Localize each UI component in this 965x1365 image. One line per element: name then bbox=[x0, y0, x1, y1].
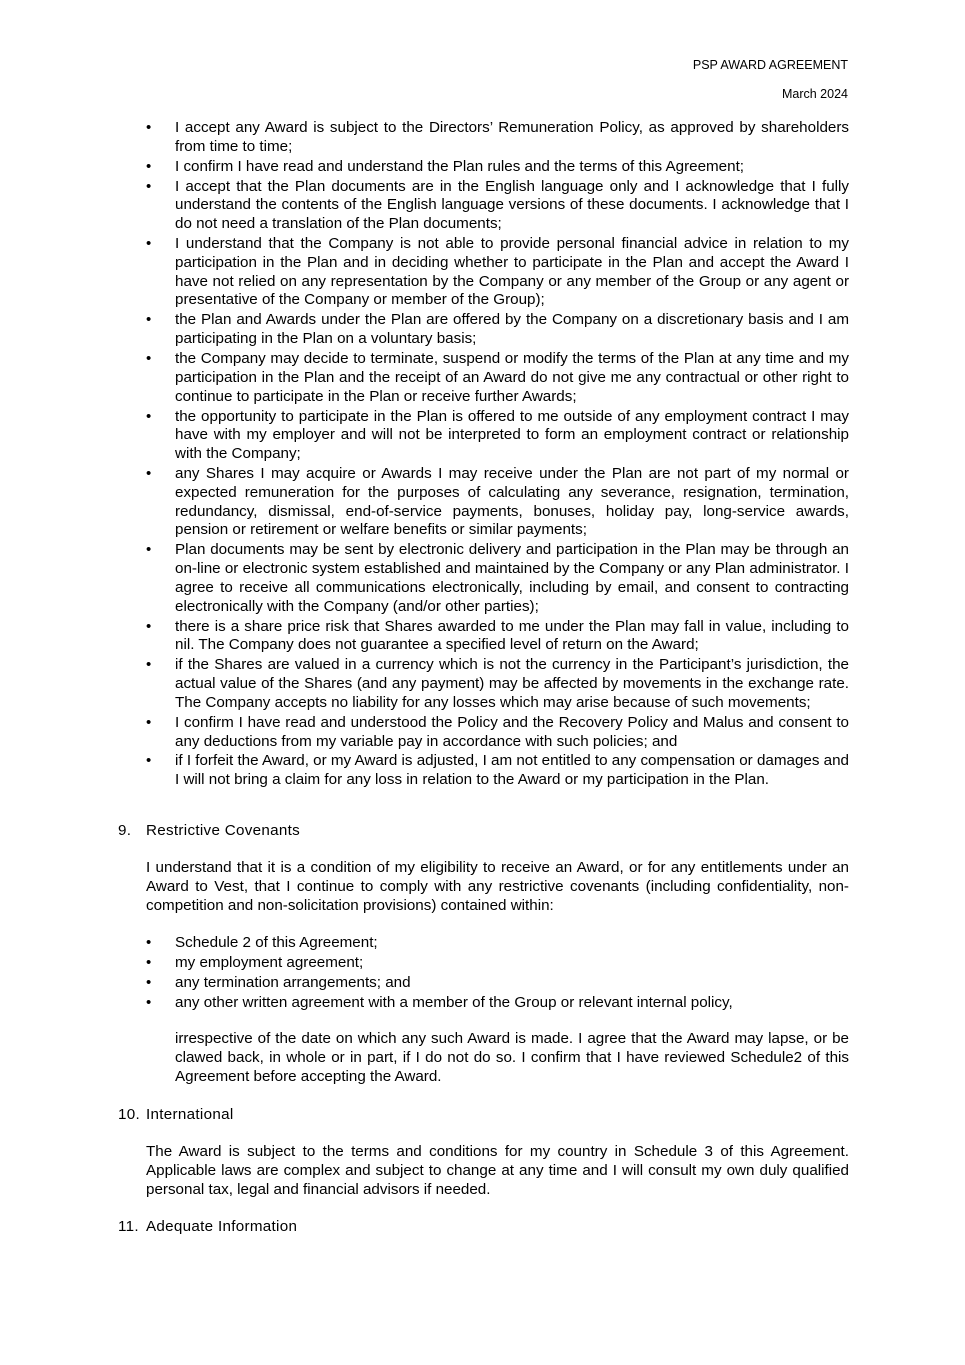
covenants-bullet-list bbox=[146, 934, 849, 1014]
list-item: • Plan documents may be sent by electronic delivery and participation in the Plan may be through an on-line or electronic system established and maintained by the Company or any Plan administrator. I agree to receive all communications electronically, including by email, and consent to contracting electronically with the Company (and/or other parties); bbox=[146, 541, 849, 616]
section-10-body: The Award is subject to the terms and conditions for my country in Schedule 3 of this Agreement. Applicable laws are complex and subject to change at any time and I will consult my own duly qualified personal tax, legal and financial advisors if needed. bbox=[146, 1143, 849, 1198]
terms-bullet-list bbox=[146, 119, 849, 791]
list-item: • any other written agreement with a member of the Group or relevant internal policy, bbox=[146, 994, 849, 1013]
header-title: PSP AWARD AGREEMENT bbox=[692, 58, 848, 72]
section-number: 10. bbox=[118, 1106, 141, 1123]
section-title: International bbox=[146, 1106, 234, 1123]
list-item: • if the Shares are valued in a currency which is not the currency in the Participant’s jurisdiction, the actual value of the Shares (and any payment) may be affected by movements in the exchange rate. The Company accepts no liability for any losses which may arise because of such movements; bbox=[146, 656, 849, 712]
list-item: • the Plan and Awards under the Plan are offered by the Company on a discretionary basis and I am participating in the Plan on a voluntary basis; bbox=[146, 311, 849, 349]
list-item: • Schedule 2 of this Agreement; bbox=[146, 934, 849, 953]
header-date: March 2024 bbox=[781, 87, 848, 101]
section-heading-11 bbox=[118, 1218, 297, 1237]
list-item: • any Shares I may acquire or Awards I may receive under the Plan are not part of my normal or expected remuneration for the purposes of calculating any severance, resignation, termination, redundancy, dismissal, end-of-service payments, bonuses, holiday pay, long-service awards, pension or retirement or welfare benefits or similar payments; bbox=[146, 465, 849, 540]
list-item: • I confirm I have read and understood the Policy and the Recovery Policy and Malus and consent to any deductions from my variable pay in accordance with such policies; and bbox=[146, 714, 849, 752]
section-title: Adequate Information bbox=[146, 1218, 298, 1235]
list-item: • I confirm I have read and understand the Plan rules and the terms of this Agreement; bbox=[146, 158, 849, 177]
list-item: • any termination arrangements; and bbox=[146, 974, 849, 993]
list-item: • there is a share price risk that Shares awarded to me under the Plan may fall in value, including to nil. The Company does not guarantee a specified level of return on the Award; bbox=[146, 618, 849, 656]
list-item: • if I forfeit the Award, or my Award is adjusted, I am not entitled to any compensation or damages and I will not bring a claim for any loss in relation to the Award or my participation in the Plan. bbox=[146, 752, 849, 790]
list-item: • my employment agreement; bbox=[146, 954, 849, 973]
section-title: Restrictive Covenants bbox=[146, 822, 301, 839]
list-item: • the Company may decide to terminate, suspend or modify the terms of the Plan at any time and my participation in the Plan and the receipt of an Award do not give me any contractual or other right to continue to participate in the Plan or receive further Awards; bbox=[146, 350, 849, 406]
section-number: 11. bbox=[118, 1218, 139, 1235]
list-item: • I accept any Award is subject to the Directors’ Remuneration Policy, as approved by shareholders from time to time; bbox=[146, 119, 849, 157]
section-number: 9. bbox=[118, 822, 132, 839]
section-heading-10 bbox=[118, 1106, 234, 1125]
list-item: • the opportunity to participate in the Plan is offered to me outside of any employment contract I may have with my employer and will not be interpreted to form an employment contract or relationship with the Company; bbox=[146, 408, 849, 464]
section-heading-9 bbox=[118, 822, 300, 841]
list-item: • I understand that the Company is not able to provide personal financial advice in relation to my participation in the Plan and in deciding whether to participate in the Plan and accept the Award I have not relied on any representation by the Company or any member of the Group or any agent or presentative of the Company or member of the Group); bbox=[146, 235, 849, 310]
list-item: • I accept that the Plan documents are in the English language only and I acknowledge that I fully understand the contents of the English language versions of these documents. I acknowledge that I do not need a translation of the Plan documents; bbox=[146, 178, 849, 234]
section-9-closing: irrespective of the date on which any such Award is made. I agree that the Award may lapse, or be clawed back, in whole or in part, if I do not do so. I confirm that I have reviewed Schedule2 of this Agreement before accepting the Award. bbox=[175, 1030, 849, 1085]
section-9-intro: I understand that it is a condition of my eligibility to receive an Award, or for any entitlements under an Award to Vest, that I continue to comply with any restrictive covenants (including confidentiality, non-competition and non-solicitation provisions) contained within: bbox=[146, 859, 849, 914]
